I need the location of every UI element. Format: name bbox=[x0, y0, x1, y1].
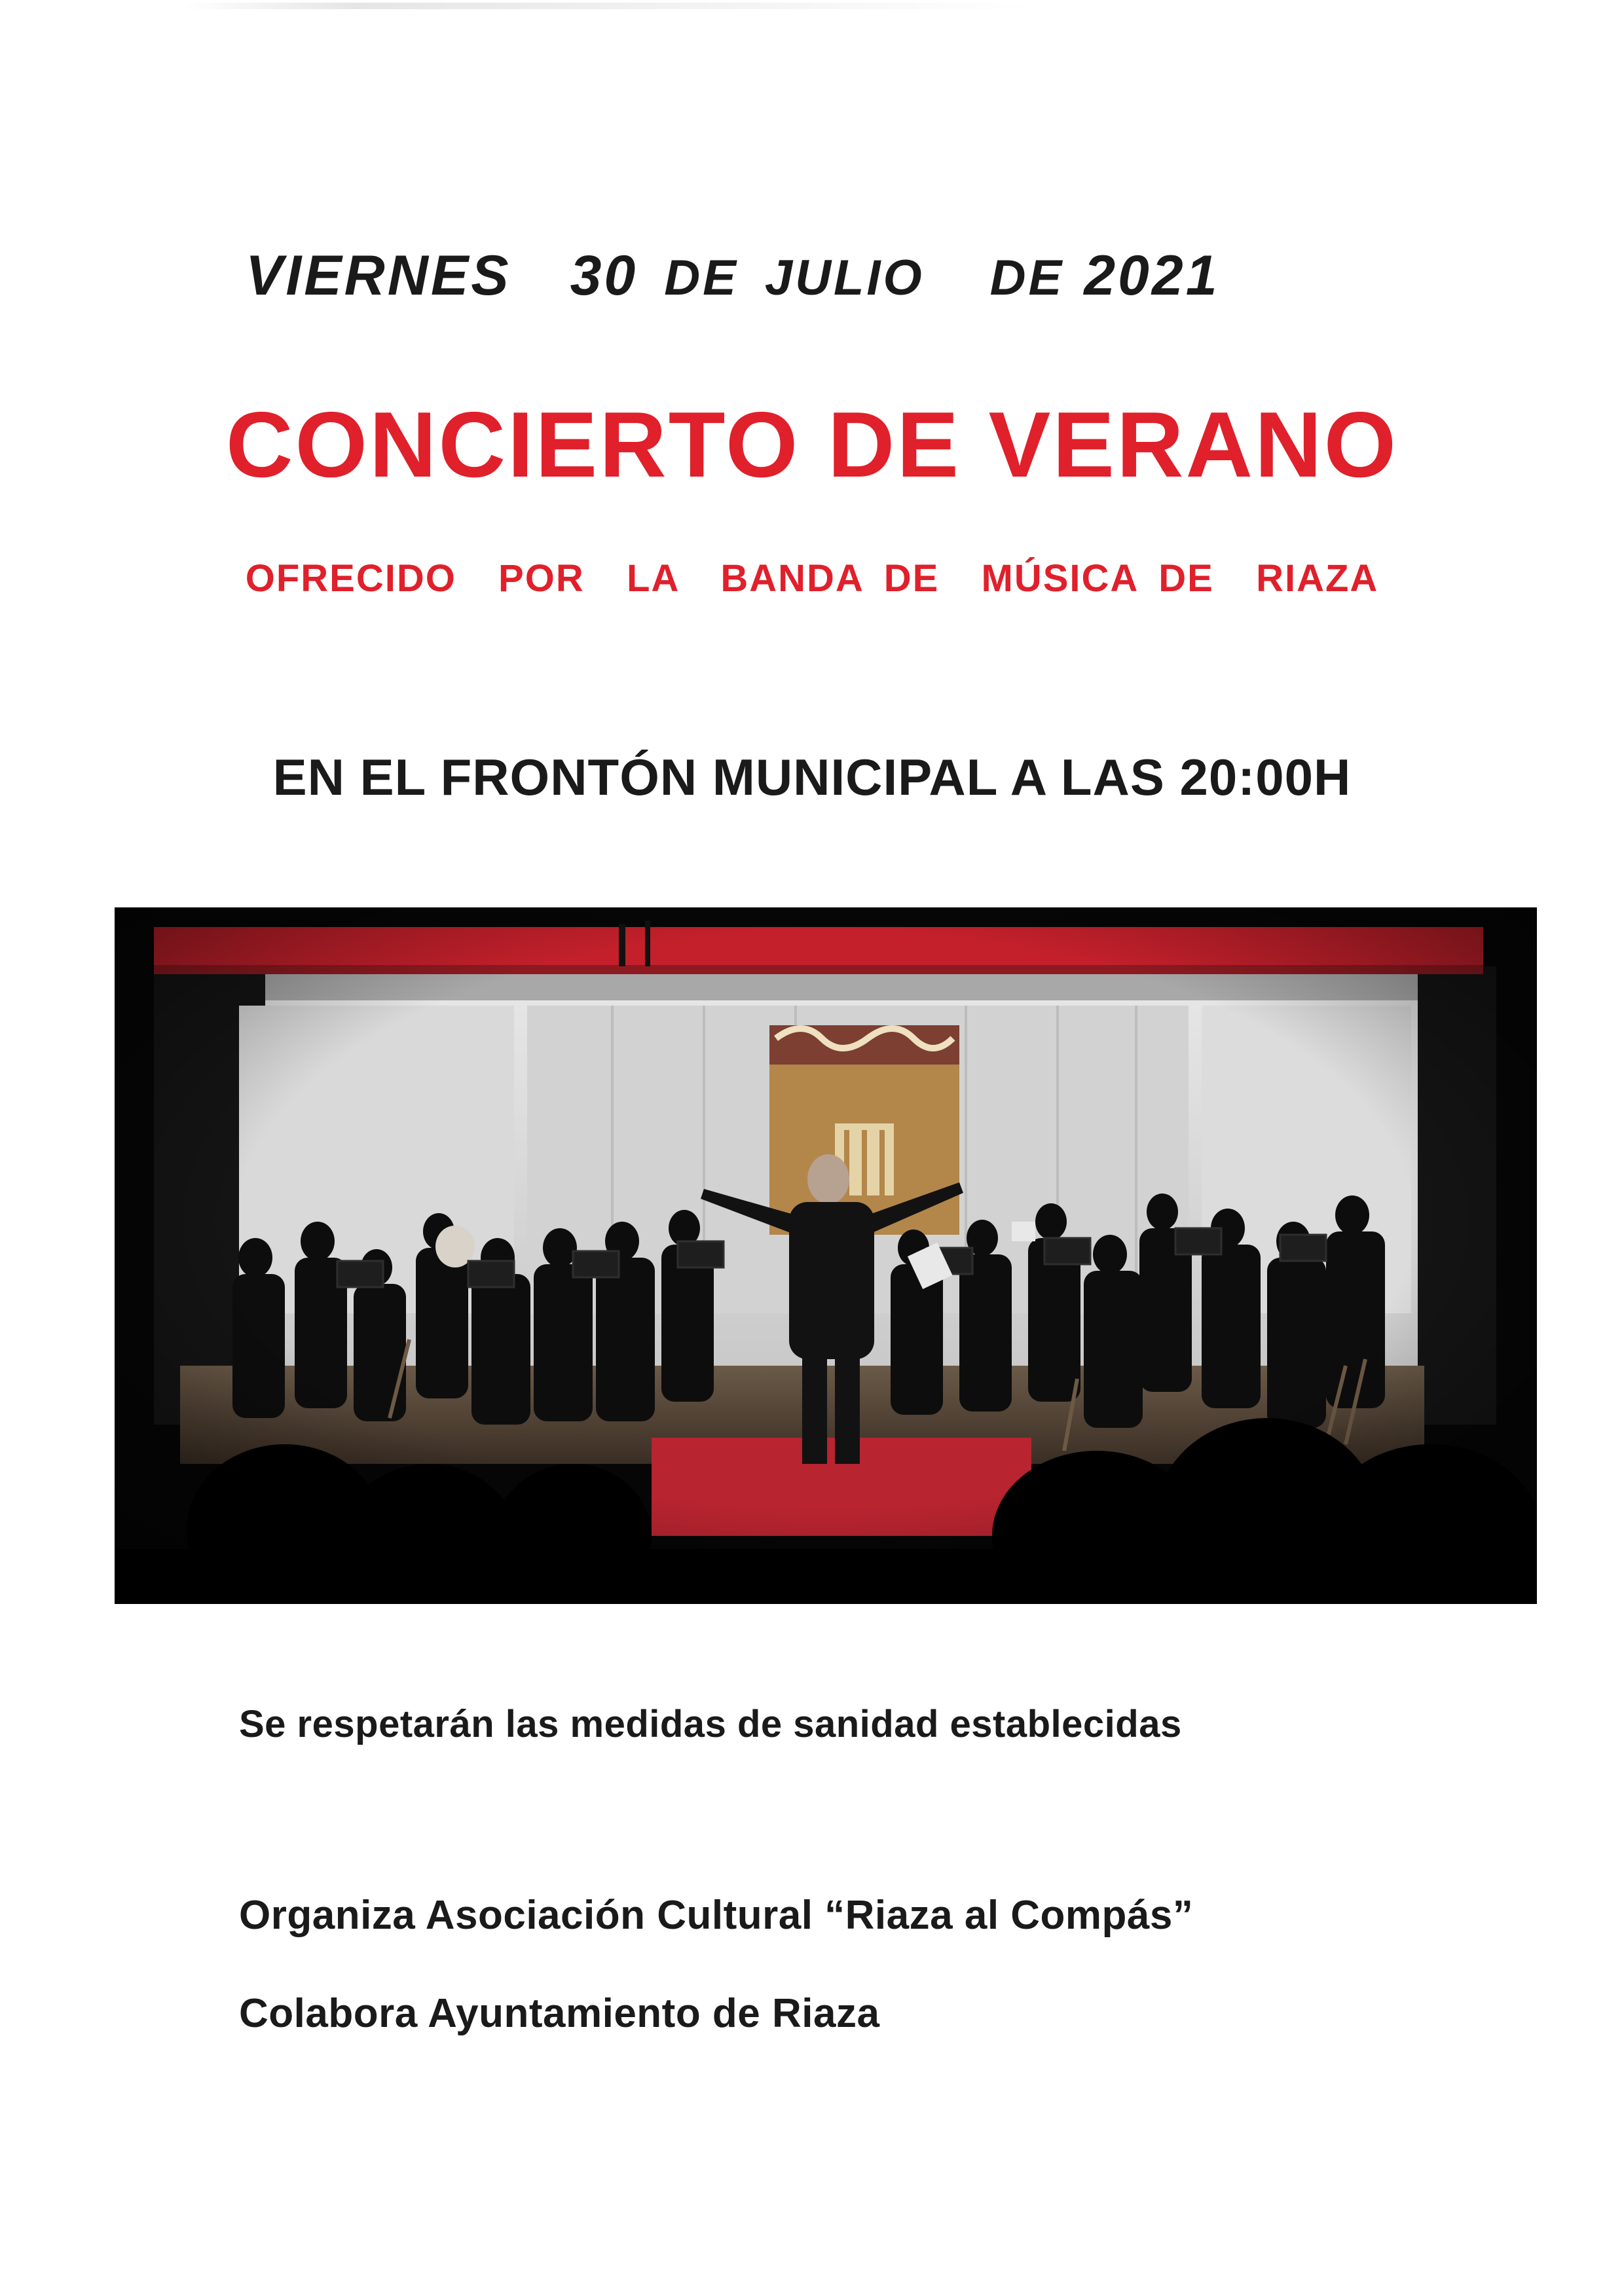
health-measures-note: Se respetarán las medidas de sanidad establecidas bbox=[239, 1703, 1182, 1745]
date-day: 30 bbox=[570, 244, 638, 307]
collaborator-line: Colabora Ayuntamiento de Riaza bbox=[239, 1991, 880, 2036]
concert-title: CONCIERTO DE VERANO bbox=[225, 393, 1399, 497]
organizer-line: Organiza Asociación Cultural “Riaza al Compás” bbox=[239, 1893, 1194, 1938]
date-month: JULIO bbox=[764, 250, 925, 306]
date-de-2: DE bbox=[989, 250, 1065, 306]
date-year: 2021 bbox=[1084, 244, 1220, 307]
venue-time: EN EL FRONTÓN MUNICIPAL A LAS 20:00H bbox=[272, 748, 1352, 806]
scan-artifact bbox=[183, 3, 1035, 9]
concert-band-photo bbox=[115, 907, 1537, 1604]
date-de-1: DE bbox=[664, 250, 739, 306]
date-weekday: VIERNES bbox=[246, 244, 511, 307]
event-date bbox=[246, 244, 1490, 308]
concert-subtitle: OFRECIDO POR LA BANDA DE MÚSICA DE RIAZA bbox=[245, 557, 1379, 600]
